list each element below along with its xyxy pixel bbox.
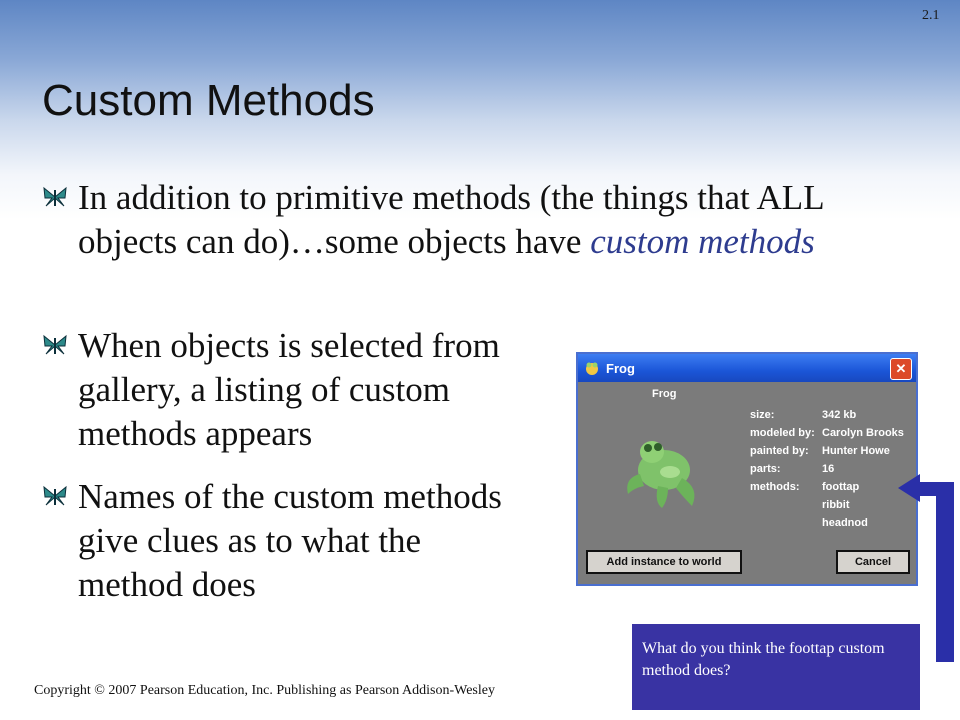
info-row: headnod	[822, 517, 868, 529]
info-row: methods: foottap	[750, 481, 860, 493]
slide-title: Custom Methods	[42, 76, 375, 125]
dialog-titlebar[interactable]	[578, 354, 916, 382]
frog-icon	[584, 360, 600, 376]
bullet-item	[78, 475, 518, 607]
model-info	[750, 406, 920, 532]
info-row: painted by: Hunter Howe	[750, 445, 890, 457]
butterfly-bullet-icon	[42, 186, 68, 208]
bullet-text: When objects is selected from gallery, a listing of custom methods appears	[78, 326, 500, 453]
bullet-emphasis: custom methods	[590, 222, 815, 261]
info-row: ribbit	[822, 499, 850, 511]
frog-model-image	[618, 422, 708, 512]
dialog-title: Frog	[606, 361, 635, 376]
copyright-footer: Copyright © 2007 Pearson Education, Inc. Publishing as Pearson Addison-Wesley	[34, 683, 495, 698]
slide-number: 2.1	[922, 8, 940, 23]
frog-dialog	[576, 352, 918, 586]
info-row: size: 342 kb	[750, 409, 857, 421]
butterfly-bullet-icon	[42, 485, 68, 507]
add-instance-button[interactable]: Add instance to world	[586, 550, 742, 574]
question-callout: What do you think the foottap custom method does?	[632, 624, 920, 710]
info-row: parts: 16	[750, 463, 835, 475]
info-row: modeled by: Carolyn Brooks	[750, 427, 904, 439]
bullet-text: Names of the custom methods give clues as to what the method does	[78, 477, 502, 604]
preview-name: Frog	[652, 388, 677, 400]
cancel-button[interactable]: Cancel	[836, 550, 910, 574]
close-button[interactable]: ✕	[890, 358, 912, 380]
bullet-text: In addition to primitive methods (the things that ALL objects can do)…some objects have	[78, 178, 824, 261]
bullet-item	[78, 324, 518, 456]
bullet-item	[78, 176, 918, 264]
butterfly-bullet-icon	[42, 334, 68, 356]
